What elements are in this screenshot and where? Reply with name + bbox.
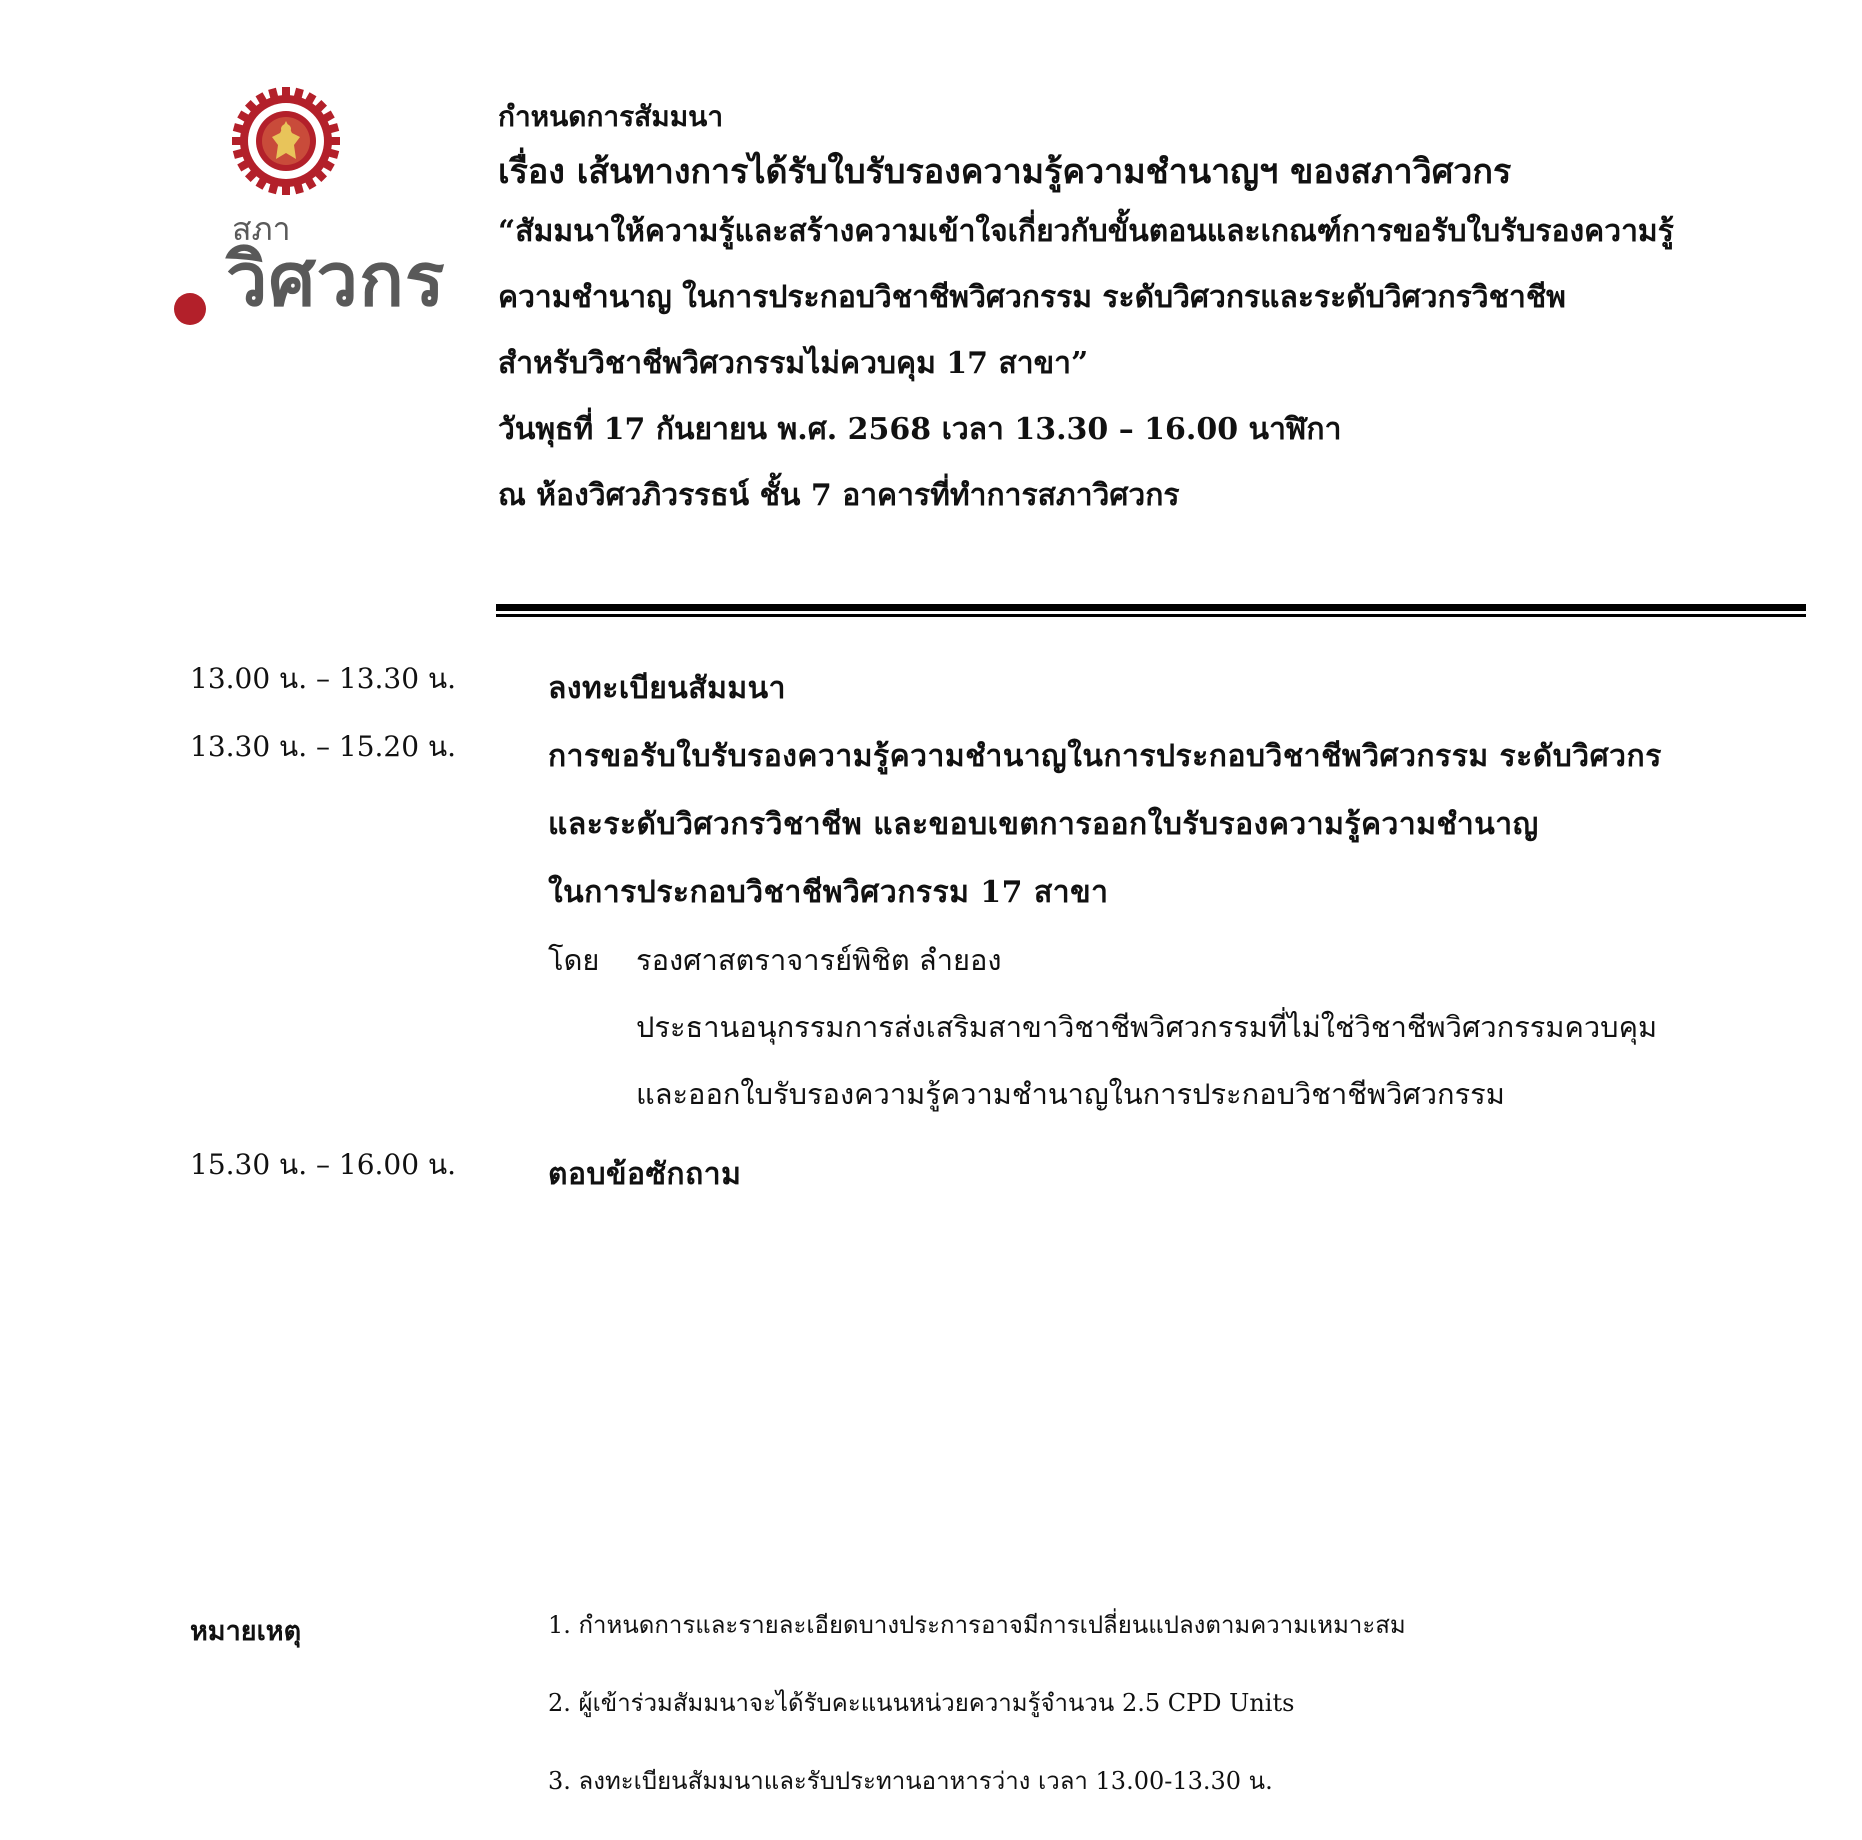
speaker-line xyxy=(548,927,1810,994)
notes-label: หมายเหตุ xyxy=(190,1616,302,1647)
agenda-topic: ตอบข้อซักถาม xyxy=(548,1157,742,1192)
description-line: สำหรับวิชาชีพวิศวกรรมไม่ควบคุม 17 สาขา” xyxy=(498,346,1089,382)
header-divider-thin xyxy=(496,614,1806,617)
notes-section xyxy=(190,1605,1810,1839)
speaker-name: รองศาสตราจารย์พิชิต ลำยอง xyxy=(636,943,1002,977)
seminar-date: วันพุธที่ 17 กันยายน พ.ศ. 2568 เวลา 13.30 – 16.00 นาฬิกา xyxy=(498,412,1342,448)
header-divider-thick xyxy=(496,604,1806,611)
by-label: โดย xyxy=(548,943,600,977)
seminar-header xyxy=(498,100,1798,514)
note-item: 3. ลงทะเบียนสัมมนาและรับประทานอาหารว่าง เวลา 13.00-13.30 น. xyxy=(548,1767,1273,1795)
description-line: ความชำนาญ ในการประกอบวิชาชีพวิศวกรรม ระดับวิศวกรและระดับวิศวกรวิชาชีพ xyxy=(498,280,1566,316)
speaker-role: ประธานอนุกรรมการส่งเสริมสาขาวิชาชีพวิศวกรรมที่ไม่ใช่วิชาชีพวิศวกรรมควบคุม xyxy=(636,1010,1658,1044)
description-line: “สัมมนาให้ความรู้และสร้างความเข้าใจเกี่ยวกับขั้นตอนและเกณฑ์การขอรับใบรับรองความรู้ xyxy=(498,214,1674,250)
agenda-row xyxy=(190,723,1810,1141)
agenda-time: 13.00 น. – 13.30 น. xyxy=(190,662,456,695)
brand-main-text: วิศวกร xyxy=(226,237,446,323)
agenda-topic: การขอรับใบรับรองความรู้ความชำนาญในการประกอบวิชาชีพวิศวกรรม ระดับวิศวกร xyxy=(548,739,1662,774)
speaker-role: และออกใบรับรองความรู้ความชำนาญในการประกอบวิชาชีพวิศวกรรม xyxy=(636,1077,1505,1111)
note-item: 1. กำหนดการและรายละเอียดบางประการอาจมีการเปลี่ยนแปลงตามความเหมาะสม xyxy=(548,1611,1406,1639)
brand-small-text: สภา xyxy=(232,210,291,248)
agenda-topic: ลงทะเบียนสัมมนา xyxy=(548,671,787,706)
seminar-subtitle: กำหนดการสัมมนา xyxy=(498,100,724,133)
agenda-topic: ในการประกอบวิชาชีพวิศวกรรม 17 สาขา xyxy=(548,875,1109,910)
agenda-topic: และระดับวิศวกรวิชาชีพ และขอบเขตการออกใบรับรองความรู้ความชำนาญ xyxy=(548,807,1539,842)
logo xyxy=(170,85,470,345)
agenda-time: 15.30 น. – 16.00 น. xyxy=(190,1148,456,1181)
seminar-title: เรื่อง เส้นทางการได้รับใบรับรองความรู้ความชำนาญฯ ของสภาวิศวกร xyxy=(498,151,1512,192)
note-item: 2. ผู้เข้าร่วมสัมมนาจะได้รับคะแนนหน่วยความรู้จำนวน 2.5 CPD Units xyxy=(548,1689,1295,1717)
agenda xyxy=(190,655,1810,1209)
agenda-row xyxy=(190,655,1810,723)
agenda-row xyxy=(190,1141,1810,1209)
seminar-venue: ณ ห้องวิศวภิวรรธน์ ชั้น 7 อาคารที่ทำการสภาวิศวกร xyxy=(498,478,1180,514)
brand-dot xyxy=(174,293,206,325)
agenda-time: 13.30 น. – 15.20 น. xyxy=(190,730,456,763)
council-seal-icon xyxy=(230,85,342,197)
